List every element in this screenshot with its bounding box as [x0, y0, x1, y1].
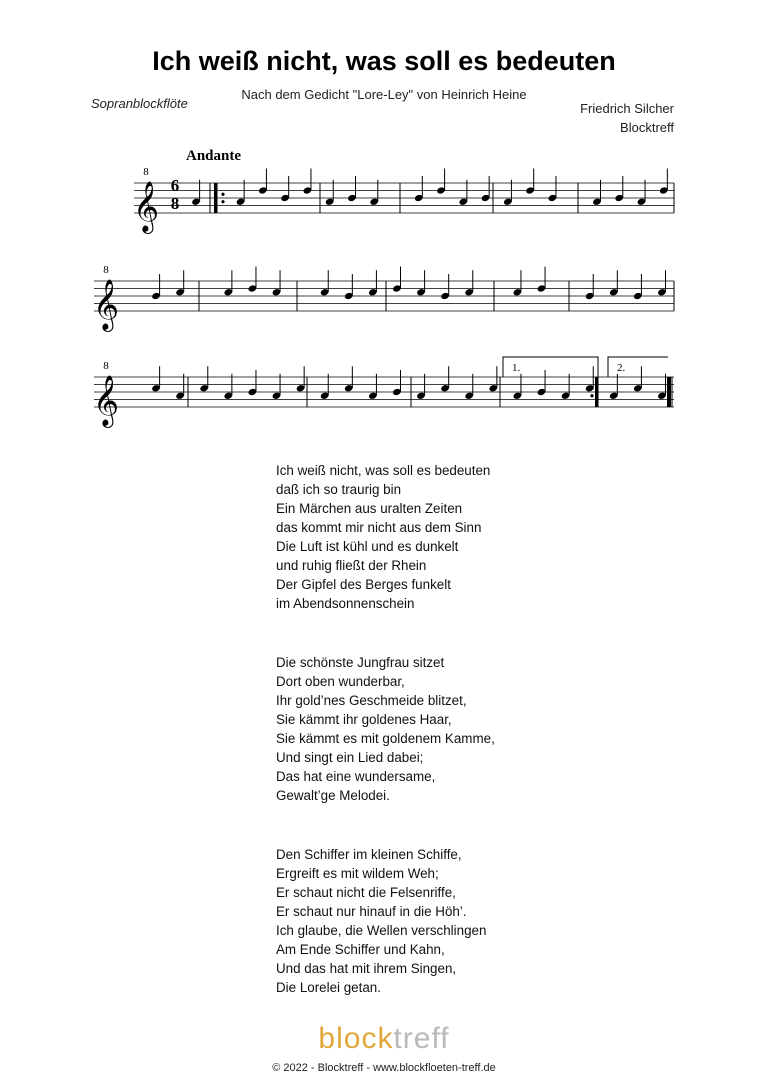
repeat-end-thick-bar	[595, 377, 598, 407]
lyric-line: Ein Märchen aus uralten Zeiten	[276, 501, 463, 516]
lyrics-block	[276, 461, 495, 1037]
clef-octave-mark: 8	[103, 360, 109, 372]
lyric-line: Dort oben wunderbar,	[276, 674, 405, 689]
time-signature	[171, 176, 180, 213]
repeat-dot	[590, 394, 593, 397]
lyric-line: Gewalt’ge Melodei.	[276, 788, 390, 803]
stanza-2	[276, 653, 495, 805]
music-systems	[93, 166, 674, 428]
lyric-line: Und singt ein Lied dabei;	[276, 750, 424, 765]
arranger-name: Blocktreff	[620, 120, 674, 135]
composer-name: Friedrich Silcher	[580, 101, 674, 116]
volta-brackets	[503, 357, 668, 377]
time-signature-bottom: 8	[170, 194, 180, 213]
lyric-line: Ergreift es mit wildem Weh;	[276, 866, 439, 881]
instrument-label: Sopranblockflöte	[91, 96, 188, 111]
lyric-line: im Abendsonnenschein	[276, 596, 415, 611]
lyric-line: Der Gipfel des Berges funkelt	[276, 577, 451, 592]
volta-1-label: 1.	[512, 362, 521, 374]
lyric-line: Ich weiß nicht, was soll es bedeuten	[276, 463, 491, 478]
stanza-3	[276, 845, 495, 997]
logo-text-block: block	[318, 1022, 394, 1055]
lyric-line: und ruhig fließt der Rhein	[276, 558, 427, 573]
lyric-line: Am Ende Schiffer und Kahn,	[276, 942, 445, 957]
repeat-dot	[221, 193, 224, 196]
treble-clef-icon: 𝄞	[132, 181, 160, 232]
clef-octave-mark: 8	[143, 166, 149, 178]
repeat-dot	[221, 200, 224, 203]
lyric-line: daß ich so traurig bin	[276, 482, 402, 497]
repeat-start-thick-bar	[214, 183, 217, 213]
copyright-footer: © 2022 - Blocktreff - www.blockfloeten-treff.de	[272, 1062, 496, 1074]
stanza-1	[276, 461, 495, 613]
lyric-line: Den Schiffer im kleinen Schiffe,	[276, 847, 462, 862]
page-title: Ich weiß nicht, was soll es bedeuten	[152, 46, 616, 76]
logo-text-treff: treff	[393, 1022, 450, 1055]
lyric-line: Und das hat mit ihrem Singen,	[276, 961, 457, 976]
subtitle: Nach dem Gedicht "Lore-Ley" von Heinrich Heine	[241, 87, 527, 102]
treble-clef-icon: 𝄞	[92, 375, 120, 426]
time-signature-top: 6	[170, 176, 180, 195]
lyric-line: Sie kämmt ihr goldenes Haar,	[276, 712, 452, 727]
lyric-line: Die Luft ist kühl und es dunkelt	[276, 539, 459, 554]
lyric-line: das kommt mir nicht aus dem Sinn	[276, 520, 482, 535]
lyric-line: Ich glaube, die Wellen verschlingen	[276, 923, 487, 938]
lyric-line: Sie kämmt es mit goldenem Kamme,	[276, 731, 495, 746]
lyric-line: Die Lorelei getan.	[276, 980, 381, 995]
lyric-line: Das hat eine wundersame,	[276, 769, 436, 784]
lyric-line: Die schönste Jungfrau sitzet	[276, 655, 445, 670]
volta-2-label: 2.	[617, 362, 626, 374]
sheet-music	[0, 0, 768, 440]
final-thick-bar	[667, 377, 671, 407]
lyric-line: Er schaut nicht die Felsenriffe,	[276, 885, 456, 900]
tempo-marking: Andante	[186, 148, 242, 164]
lyric-line: Er schaut nur hinauf in die Höh’.	[276, 904, 467, 919]
blocktreff-logo	[0, 1022, 768, 1056]
clef-octave-mark: 8	[103, 264, 109, 276]
treble-clef-icon: 𝄞	[92, 279, 120, 330]
lyric-line: Ihr gold’nes Geschmeide blitzet,	[276, 693, 467, 708]
